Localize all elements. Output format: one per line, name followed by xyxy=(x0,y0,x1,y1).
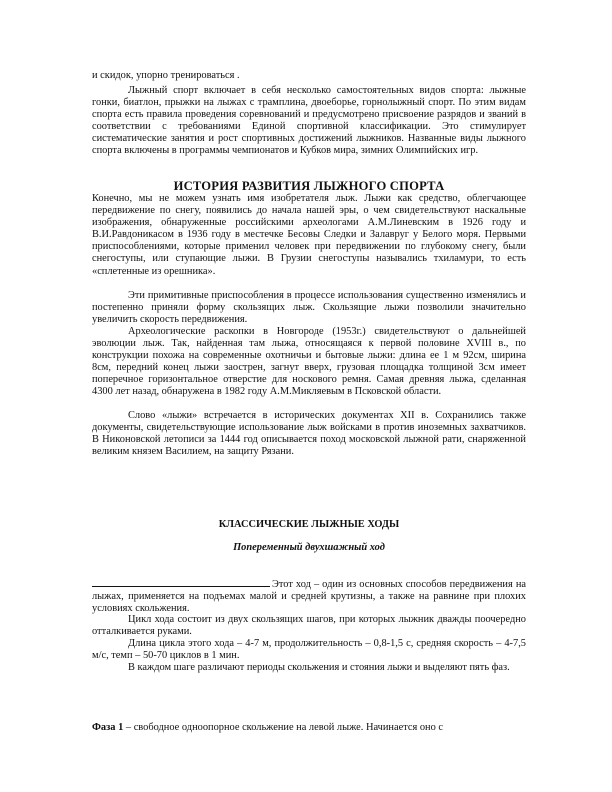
alternating-move-heading: Попеременный двухшажный ход xyxy=(233,542,385,553)
paragraph-history-2: Эти примитивные приспособления в процессе использования существенно изменялись и постепенно приняли форму скользящих лыж. Скользящие лыжи позволили значительно увеличить скорость передвижения. xyxy=(92,290,526,326)
paragraph-history-3: Археологические раскопки в Новгороде (1953г.) свидетельствуют о дальнейшей эволюции лыж. Так, найденная там лыжа, относящаяся к первой половине XVIII в., по конструкции похожа на современные охотничьи и бытовые лыжи: длина ее 1 м 92см, ширина 8см, передний конец лыжи заострен, загнут вверх, грузовая площадка толщиной 3см имеет поперечное горизонтальное отверстие для носкового ремня. Самая древняя лыжа, сделанная 4300 лет назад, обнаружена в 1982 году А.М.Микляевым в Псковской области. xyxy=(92,326,526,398)
top-line: и скидок, упорно тренироваться . xyxy=(92,70,240,81)
paragraph-move-1 xyxy=(92,577,526,615)
phase-label: Фаза 1 xyxy=(92,722,124,733)
paragraph-ski-sport: Лыжный спорт включает в себя несколько самостоятельных видов спорта: лыжные гонки, биатлон, прыжки на лыжах с трамплина, двоеборье, горнолыжный спорт. По этим видам спорта есть правила проведения соревнований и предусмотрено присвоение разрядов и званий в соответствии с требованиями Единой спортивной классификации. Это стимулирует систематические занятия и рост спортивных достижений лыжников. Названные виды лыжного спорта включены в программы чемпионатов и Кубков мира, зимних Олимпийских игр. xyxy=(92,85,526,157)
history-heading: ИСТОРИЯ РАЗВИТИЯ ЛЫЖНОГО СПОРТА xyxy=(173,179,445,193)
paragraph-history-1: Конечно, мы не можем узнать имя изобретателя лыж. Лыжи как средство, облегчающее передвижение по снегу, появились до начала нашей эры, о чем свидетельствуют наскальные изображения, обнаруженные российскими археологами А.М.Линевским в 1926 году и В.И.Равдоникасом в 1936 году в местечке Бесовы Следки и Залавруг у Белого моря. Первыми приспособлениями, которые применил человек при передвижении по глубокому снегу, были снегоступы, или ступающие лыжи. В Грузии снегоступы назывались тхиламури, то есть «сплетенные из орешника». xyxy=(92,193,526,277)
blank-line xyxy=(92,577,270,587)
paragraph-history-4: Слово «лыжи» встречается в исторических документах XII в. Сохранились также документы, свидетельствующие использование лыж войсками в против иноземных захватчиков. В Никоновской летописи за 1444 год описывается поход московской лыжной рати, снаряженной великим князем Василием, на защиту Рязани. xyxy=(92,410,526,458)
paragraph-move-4: В каждом шаге различают периоды скольжения и стояния лыжи и выделяют пять фаз. xyxy=(128,662,510,673)
paragraph-move-3: Длина цикла этого хода – 4-7 м, продолжительность – 0,8-1,5 с, средняя скорость – 4-7,5 м/с, темп – 50-70 циклов в 1 мин. xyxy=(92,638,526,662)
paragraph-move-2: Цикл хода состоит из двух скользящих шагов, при которых лыжник дважды поочередно отталкивается руками. xyxy=(92,614,526,638)
classic-moves-heading: КЛАССИЧЕСКИЕ ЛЫЖНЫЕ ХОДЫ xyxy=(218,519,400,530)
phase-text: – свободное одноопорное скольжение на левой лыже. Начинается оно с xyxy=(123,722,444,733)
phase-1-paragraph xyxy=(92,722,526,734)
paragraph-move-1-text: Этот ход – один из основных способов передвижения на лыжах, применяется на подъемах малой и средней крутизны, а также на равнине при плохих условиях скольжения. xyxy=(92,579,526,615)
